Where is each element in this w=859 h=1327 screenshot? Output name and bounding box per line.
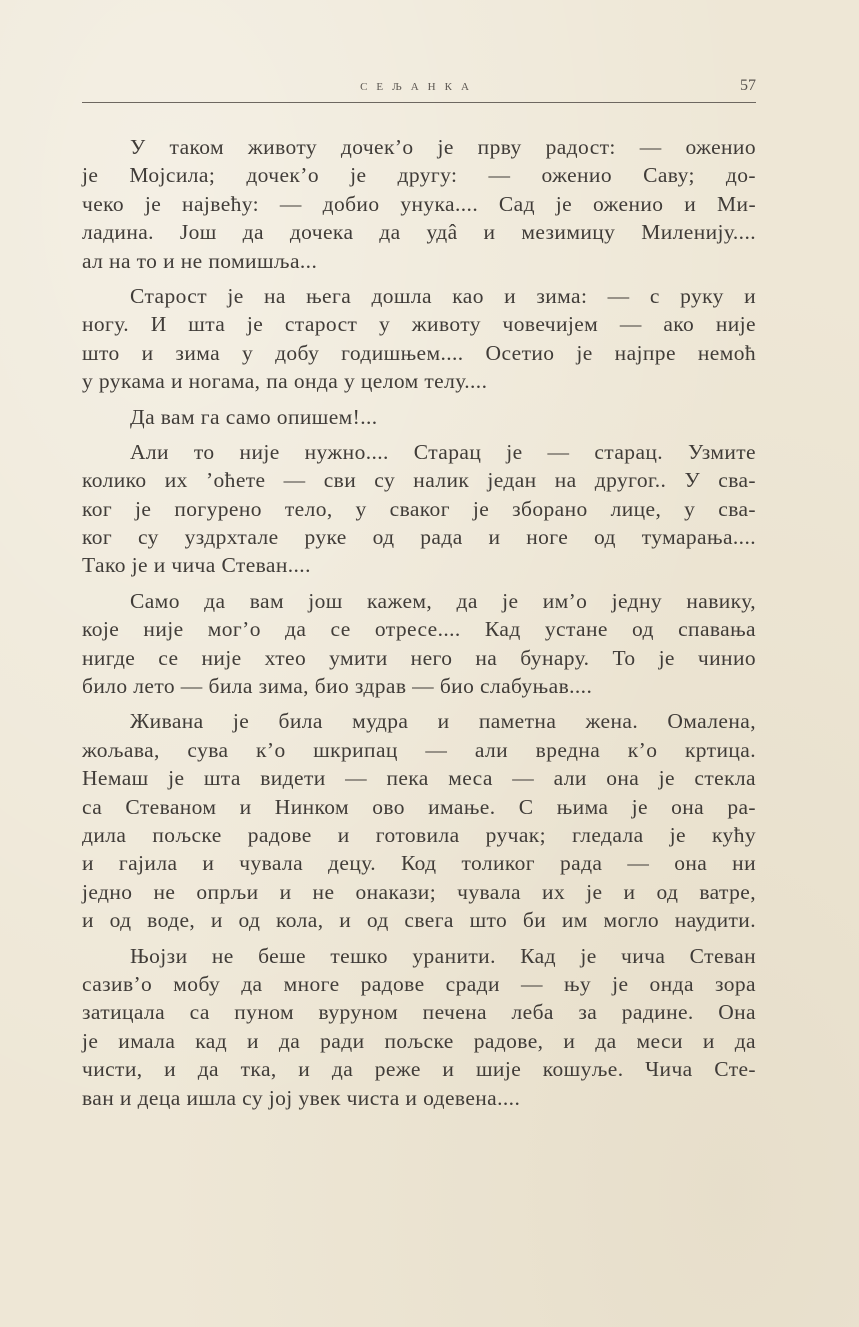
text-line: жољава, сува к’о шкрипац — али вредна к’о кртица. xyxy=(82,737,756,762)
text-line: Њојзи не беше тешко уранити. Кад је чича Стеван xyxy=(130,943,756,968)
text-line: једно не опрљи и не онакази; чувала их је и од ватре, xyxy=(82,879,756,904)
text-line: је имала кад и да ради пољске радове, и да меси и да xyxy=(82,1028,756,1053)
text-line: што и зима у добу годишњем.... Осетио је најпре немоћ xyxy=(82,340,756,365)
text-line: које није мог’о да се отресе.... Кад устане од спавања xyxy=(82,617,756,642)
text-line: чисти, и да тка, и да реже и шије кошуље. Чича Сте- xyxy=(82,1057,756,1082)
running-title: СЕЉАНКА xyxy=(360,81,478,93)
text-line: Живана је била мудра и паметна жена. Омалена, xyxy=(130,709,756,734)
paragraph xyxy=(82,942,756,1112)
text-line: Али то није нужно.... Старац је — старац. Узмите xyxy=(130,439,756,464)
text-line: дила пољске радове и готовила ручак; гледала је кућу xyxy=(82,822,756,847)
text-line: ван и деца ишла су јој увек чиста и одевена.... xyxy=(82,1085,521,1110)
text-line: је Мојсила; дочек’о је другу: — оженио Саву; до- xyxy=(82,163,756,188)
text-line: колико их ’оћете — сви су налик један на другог.. У сва- xyxy=(82,468,756,493)
text-line: ал на то и не помишља... xyxy=(82,248,318,273)
paragraph xyxy=(82,438,756,580)
text-line: нигде се није хтео умити него на бунару. То је чинио xyxy=(82,645,756,670)
text-line: ког су уздрхтале руке од рада и ноге од тумарања.... xyxy=(82,525,756,550)
text-line: и гајила и чувала децу. Код толиког рада — она ни xyxy=(82,851,756,876)
text-line: чеко је највећу: — добио унука.... Сад је оженио и Ми- xyxy=(82,191,756,216)
text-line: затицала са пуном вуруном печена леба за радине. Она xyxy=(82,1000,756,1025)
text-line: Старост је на њега дошла као и зима: — с руку и xyxy=(130,283,756,308)
text-line: Само да вам још кажем, да је им’о једну навику, xyxy=(130,588,756,613)
text-line: ладина. Још да дочека да удâ и мезимицу Миленију.... xyxy=(82,220,756,245)
paragraph xyxy=(82,587,756,701)
paragraph xyxy=(82,403,756,431)
page-number: 57 xyxy=(740,77,756,94)
paragraph xyxy=(82,282,756,396)
text-line: сазив’о мобу да многе радове сради — њу је онда зора xyxy=(82,971,756,996)
text-line: и од воде, и од кола, и од свега што би им могло наудити. xyxy=(82,908,756,933)
paragraph xyxy=(82,707,756,934)
text-line: Да вам га само опишем!... xyxy=(130,404,378,429)
text-line: било лето — била зима, био здрав — био слабуњав.... xyxy=(82,674,593,699)
running-header xyxy=(82,76,756,103)
body-text xyxy=(82,133,756,1119)
text-line: са Стеваном и Нинком ово имање. С њима је она ра- xyxy=(82,794,756,819)
text-line: ногу. И шта је старост у животу човечијем — ако није xyxy=(82,312,756,337)
text-line: ког је погурено тело, у сваког је зборано лице, у сва- xyxy=(82,496,756,521)
text-line: Немаш је шта видети — пека меса — али она је стекла xyxy=(82,766,756,791)
text-line: У таком животу дочек’о је прву радост: — оженио xyxy=(130,135,756,159)
text-line: Тако је и чича Стеван.... xyxy=(82,553,311,578)
text-line: у рукама и ногама, па онда у целом телу.... xyxy=(82,369,488,394)
paragraph xyxy=(82,133,756,275)
